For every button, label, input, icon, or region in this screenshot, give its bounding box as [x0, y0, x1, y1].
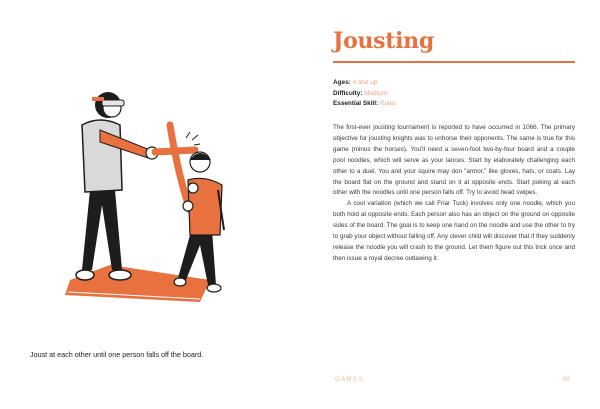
- page-number: 89: [563, 377, 570, 383]
- meta-label: Difficulty:: [333, 89, 363, 97]
- meta-label: Ages:: [333, 79, 351, 86]
- illustration-caption: Joust at each other until one person falls off the board.: [30, 350, 204, 359]
- meta-value: 4 and up: [352, 79, 378, 86]
- meta-value: Rules: [379, 100, 397, 107]
- body-paragraph: The first-ever jousting tournament is reported to have occurred in 1066. The primary objective for jousting knights was to unhorse their opponents. The same is true for this game (minus the horses). You'll need a seven-foot two-by-four board and a couple pool noodles, which will serve as your lances. Start by elaborately challenging each other to a duel. You and your squire may don "armor," like gloves, hats, or coats. Lay the board flat on the ground and stand on it at opposite ends. Start poking at each other with the noodles until one person falls off. Try to avoid head swipes.: [333, 124, 575, 197]
- activity-meta: [333, 78, 396, 110]
- meta-essential-skill: [333, 99, 396, 110]
- body-paragraph: A cool variation (which we call Friar Tuck) involves only one noodle, which you both hold at opposite ends. Each person also has an object on the ground on opposite sides of the board. The goal is to keep one hand on the noodle and use the other to try to grab your object without falling off. Any clever child will discover that if they suddenly release the noodle you will crash to the ground. Let them figure out this trick once and then issue a royal decree outlawing it.: [333, 200, 575, 262]
- meta-label: Essential Skill:: [333, 100, 379, 107]
- meta-difficulty: [333, 89, 396, 100]
- jousting-illustration: [60, 80, 240, 310]
- page-title: Jousting: [333, 28, 434, 54]
- meta-value: Medium: [364, 89, 387, 97]
- meta-ages: [333, 78, 396, 89]
- footer-section-label: GAMES: [335, 377, 365, 383]
- title-divider: [333, 61, 575, 63]
- body-text: [333, 123, 575, 265]
